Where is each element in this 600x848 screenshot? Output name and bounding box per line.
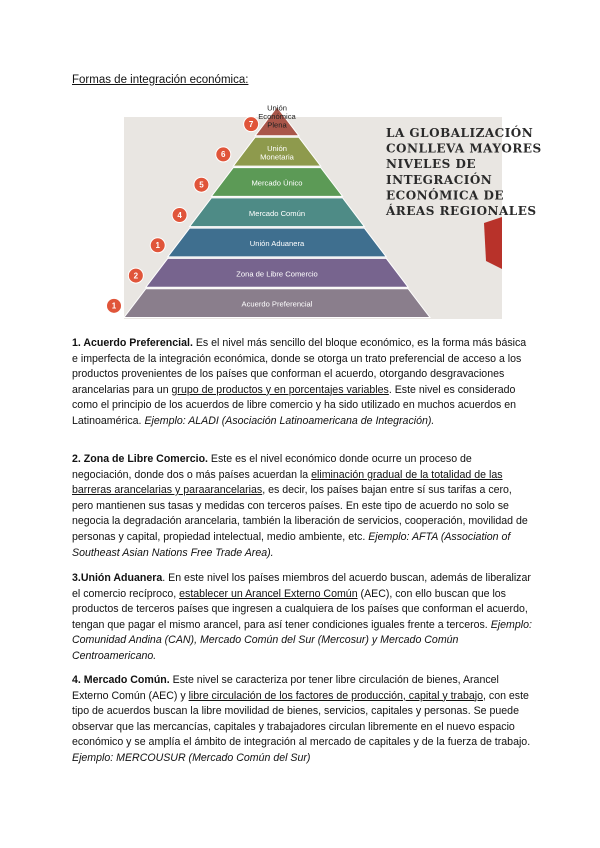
paragraph-underlined: establecer un Arancel Externo Común [179, 587, 358, 600]
paragraph-underlined: libre circulación de los factores de producción, capital y trabajo, [188, 689, 486, 702]
pyramid-level-label: Económica [258, 111, 296, 121]
pyramid-level-label: Unión Aduanera [249, 239, 305, 249]
pyramid-level-label: Unión [267, 103, 287, 113]
pyramid-figure [111, 101, 542, 319]
paragraph-text: (AEC), con ello buscan que los productos de terceros países que ingresen a cualquiera de los países que conforman el acuerdo, tengan que pagar el mismo arancel, para así tener condiciones iguales frente a terceros. [72, 587, 528, 631]
section-heading: Formas de integración económica: [72, 74, 249, 86]
level-number-text: 4 [177, 210, 182, 220]
pyramid-level-label: Plena [267, 120, 287, 130]
paragraph-mercado-comun [72, 673, 534, 767]
level-number-text: 2 [133, 271, 139, 281]
paragraph-underlined: eliminación gradual de la totalidad de las barreras arancelarias y paraarancelarias [72, 468, 503, 497]
paragraph-acuerdo-preferencial [72, 336, 534, 430]
paragraph-example: Ejemplo: Comunidad Andina (CAN), Mercado Común del Sur (Mercosur) y Mercado Común Centroamericano. [72, 618, 532, 662]
paragraph-text: Este nivel se caracteriza por tener libre circulación de bienes, Arancel Externo Común (AEC) y [72, 674, 499, 702]
figure-title-line: INTEGRACIÓN [386, 172, 493, 187]
paragraph-underlined: grupo de productos y en porcentajes variables [171, 383, 389, 396]
level-number-text: 7 [248, 119, 254, 129]
pyramid-level-label: Acuerdo Preferencial [241, 299, 313, 309]
paragraph-text: , es decir, los países bajan entre sí sus tarifas a cero, pero mantienen sus tasas y medidas con terceros países. En este tipo de acuerdo no solo se negocia la degradación arancelaria, también la liberación de servicios, cooperación, movilidad de personas y capital, propiedad intelectual, medio ambiente, etc. [72, 484, 528, 543]
paragraph-text: con este tipo de acuerdos buscan la libre movilidad de bienes, servicios, capitales y personas. Se puede observar que las mercancías, capitales y trabajadores circulan libremente en el nuevo espacio económico y se amplía el ámbito de integración al mercado de capitales y de la fuerza de trabajo. [72, 689, 531, 749]
paragraph-union-aduanera [72, 571, 534, 665]
decorative-shape [484, 217, 502, 269]
paragraph-title: 3.Unión Aduanera [72, 572, 163, 584]
paragraph-example: Ejemplo: ALADI (Asociación Latinoamericana de Integración). [144, 414, 435, 427]
figure-title-line: LA GLOBALIZACIÓN [386, 126, 534, 140]
paragraph-text: . En este nivel los países miembros del acuerdo buscan, además de liberalizar el comercio recíproco, [72, 572, 531, 600]
paragraph-example: Ejemplo: AFTA (Association of Southeast Asian Nations Free Trade Area). [72, 530, 511, 559]
figure-title-line: NIVELES DE [386, 157, 477, 172]
figure-title-line: ÁREAS REGIONALES [386, 204, 537, 218]
pyramid-level-label: Unión [267, 143, 287, 153]
figure-title-line: CONLLEVA MAYORES [386, 141, 542, 156]
level-number-text: 6 [221, 150, 226, 160]
level-number-text: 1 [155, 241, 160, 251]
level-number-text: 5 [199, 180, 204, 190]
pyramid-level-label: Zona de Libre Comercio [236, 269, 318, 279]
paragraph-title: 2. Zona de Libre Comercio. [72, 453, 208, 465]
paragraph-zona-libre-comercio [72, 452, 534, 561]
level-number-text: 1 [111, 301, 117, 311]
paragraph-title: 1. Acuerdo Preferencial. [72, 337, 193, 349]
pyramid-level-label: Monetaria [260, 152, 294, 162]
paragraph-text: Es el nivel más sencillo del bloque económico, es la forma más básica e imperfecta de la integración económica, donde se otorga un trato preferencial de acceso a los productos provenientes de los países que conforman el acuerdo, otorgando desgravaciones arancelarias para un [72, 337, 527, 396]
paragraph-text: Este es el nivel económico donde ocurre un proceso de negociación, donde dos o más países acuerdan la [72, 453, 472, 481]
paragraph-title: 4. Mercado Común. [72, 674, 170, 686]
figure-title-line: ECONÓMICA DE [386, 188, 505, 203]
paragraph-text: . Este nivel es considerado como el principio de los acuerdos de libre comercio y ha sido utilizado en muchos acuerdos en Latinoamérica. [72, 383, 517, 427]
pyramid-level-label: Mercado Común [248, 208, 306, 218]
paragraph-example: Ejemplo: MERCOUSUR (Mercado Común del Sur) [72, 751, 311, 764]
pyramid-level-label: Mercado Único [251, 178, 303, 188]
